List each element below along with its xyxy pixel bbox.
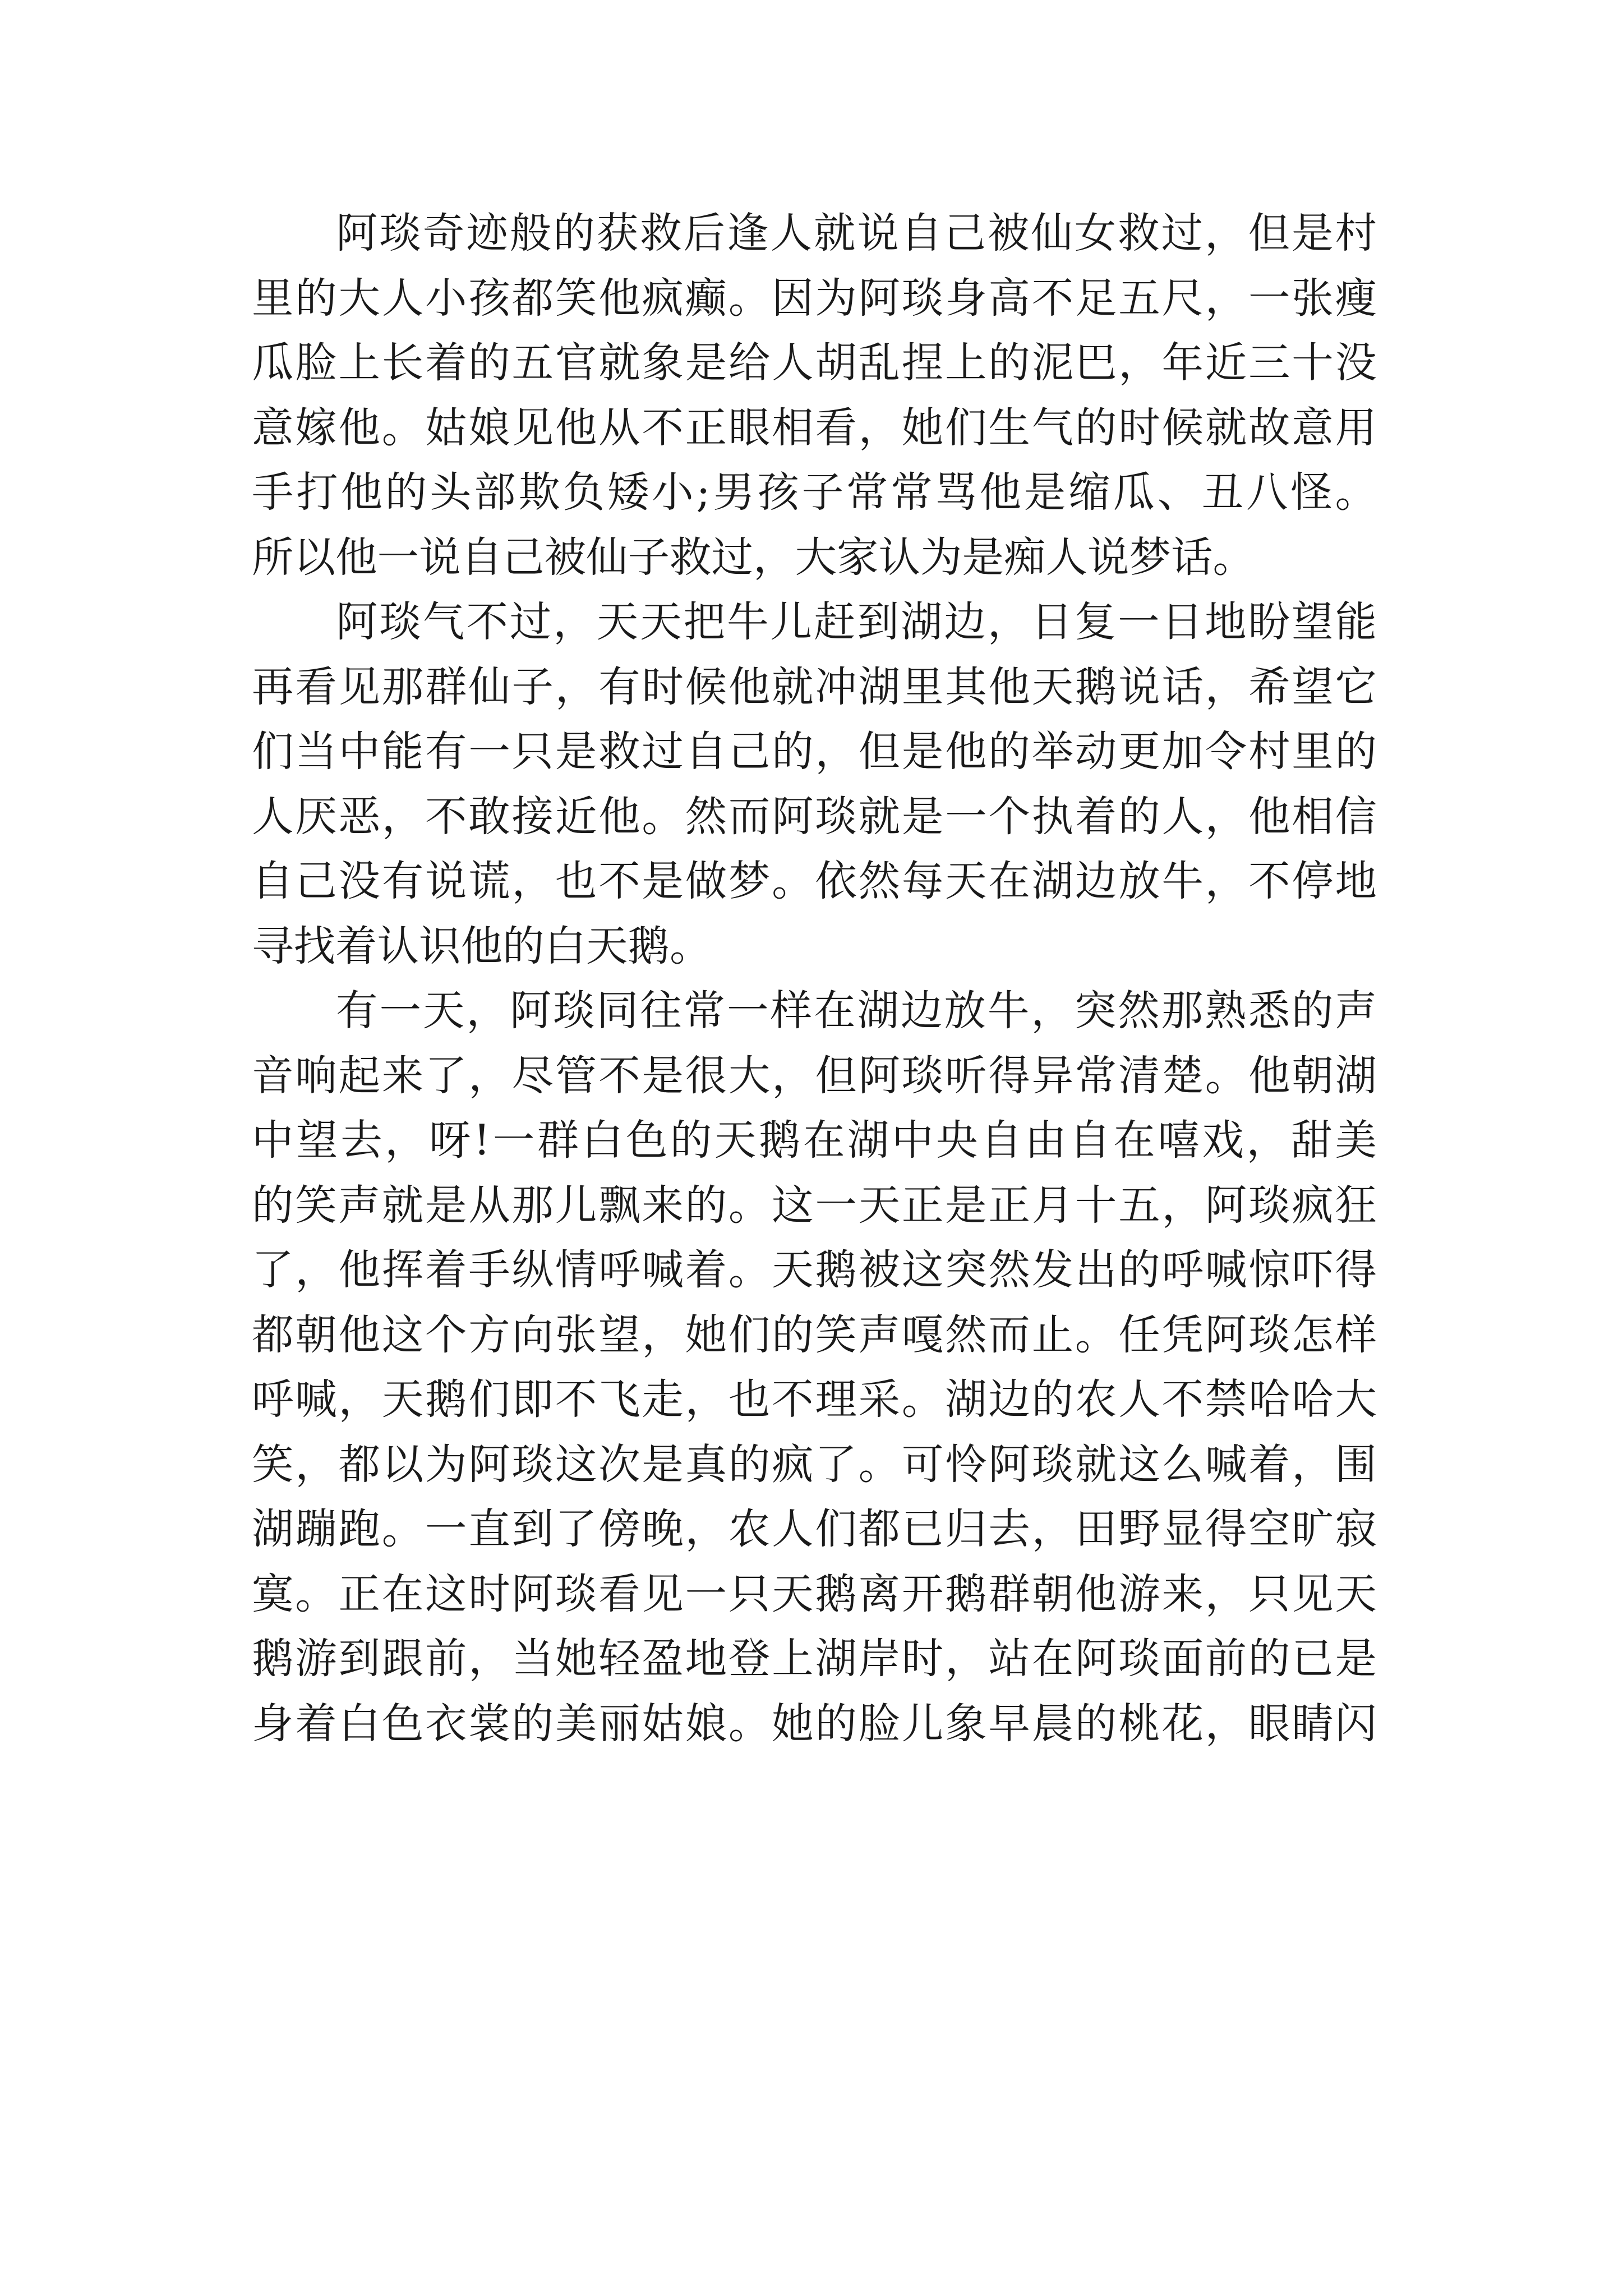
text-line: 鹅游到跟前，当她轻盈地登上湖岸时，站在阿琰面前的已是 <box>252 1634 1377 1683</box>
text-line: 手打他的头部欺负矮小;男孩子常常骂他是缩瓜、丑八怪。 <box>252 468 1377 517</box>
text-line: 们当中能有一只是救过自己的，但是他的举动更加令村里的 <box>252 727 1377 776</box>
text-line: 湖蹦跑。一直到了傍晚，农人们都已归去，田野显得空旷寂 <box>252 1504 1377 1553</box>
text-line: 身着白色衣裳的美丽姑娘。她的脸儿象早晨的桃花，眼睛闪 <box>252 1699 1377 1748</box>
text-line: 里的大人小孩都笑他疯癫。因为阿琰身高不足五尺，一张瘦 <box>252 273 1377 323</box>
text-line: 阿琰气不过，天天把牛儿赶到湖边，日复一日地盼望能 <box>336 597 1377 646</box>
text-line: 自己没有说谎，也不是做梦。依然每天在湖边放牛，不停地 <box>252 857 1377 905</box>
body-text <box>252 201 1377 1756</box>
text-line: 意嫁他。姑娘见他从不正眼相看，她们生气的时候就故意用 <box>252 403 1377 452</box>
text-line: 寞。正在这时阿琰看见一只天鹅离开鹅群朝他游来，只见天 <box>252 1569 1377 1618</box>
text-line: 的笑声就是从那儿飘来的。这一天正是正月十五，阿琰疯狂 <box>252 1180 1377 1230</box>
text-line: 中望去，呀!一群白色的天鹅在湖中央自由自在嘻戏，甜美 <box>252 1116 1377 1165</box>
text-line: 有一天，阿琰同往常一样在湖边放牛，突然那熟悉的声 <box>336 986 1377 1035</box>
text-line: 寻找着认识他的白天鹅。 <box>252 921 712 970</box>
text-line: 再看见那群仙子，有时候他就冲湖里其他天鹅说话，希望它 <box>252 662 1377 711</box>
text-line: 了，他挥着手纵情呼喊着。天鹅被这突然发出的呼喊惊吓得 <box>252 1245 1377 1294</box>
text-line: 所以他一说自己被仙子救过，大家认为是痴人说梦话。 <box>252 532 1255 582</box>
text-line: 笑，都以为阿琰这次是真的疯了。可怜阿琰就这么喊着，围 <box>252 1439 1377 1489</box>
text-line: 音响起来了，尽管不是很大，但阿琰听得异常清楚。他朝湖 <box>252 1051 1377 1100</box>
text-line: 瓜脸上长着的五官就象是给人胡乱捏上的泥巴，年近三十没 <box>252 338 1377 387</box>
text-line: 阿琰奇迹般的获救后逢人就说自己被仙女救过，但是村 <box>336 209 1377 257</box>
text-line: 人厌恶，不敢接近他。然而阿琰就是一个执着的人，他相信 <box>252 792 1377 841</box>
text-line: 呼喊，天鹅们即不飞走，也不理采。湖边的农人不禁哈哈大 <box>252 1375 1377 1424</box>
text-line: 都朝他这个方向张望，她们的笑声嘎然而止。任凭阿琰怎样 <box>252 1310 1377 1359</box>
